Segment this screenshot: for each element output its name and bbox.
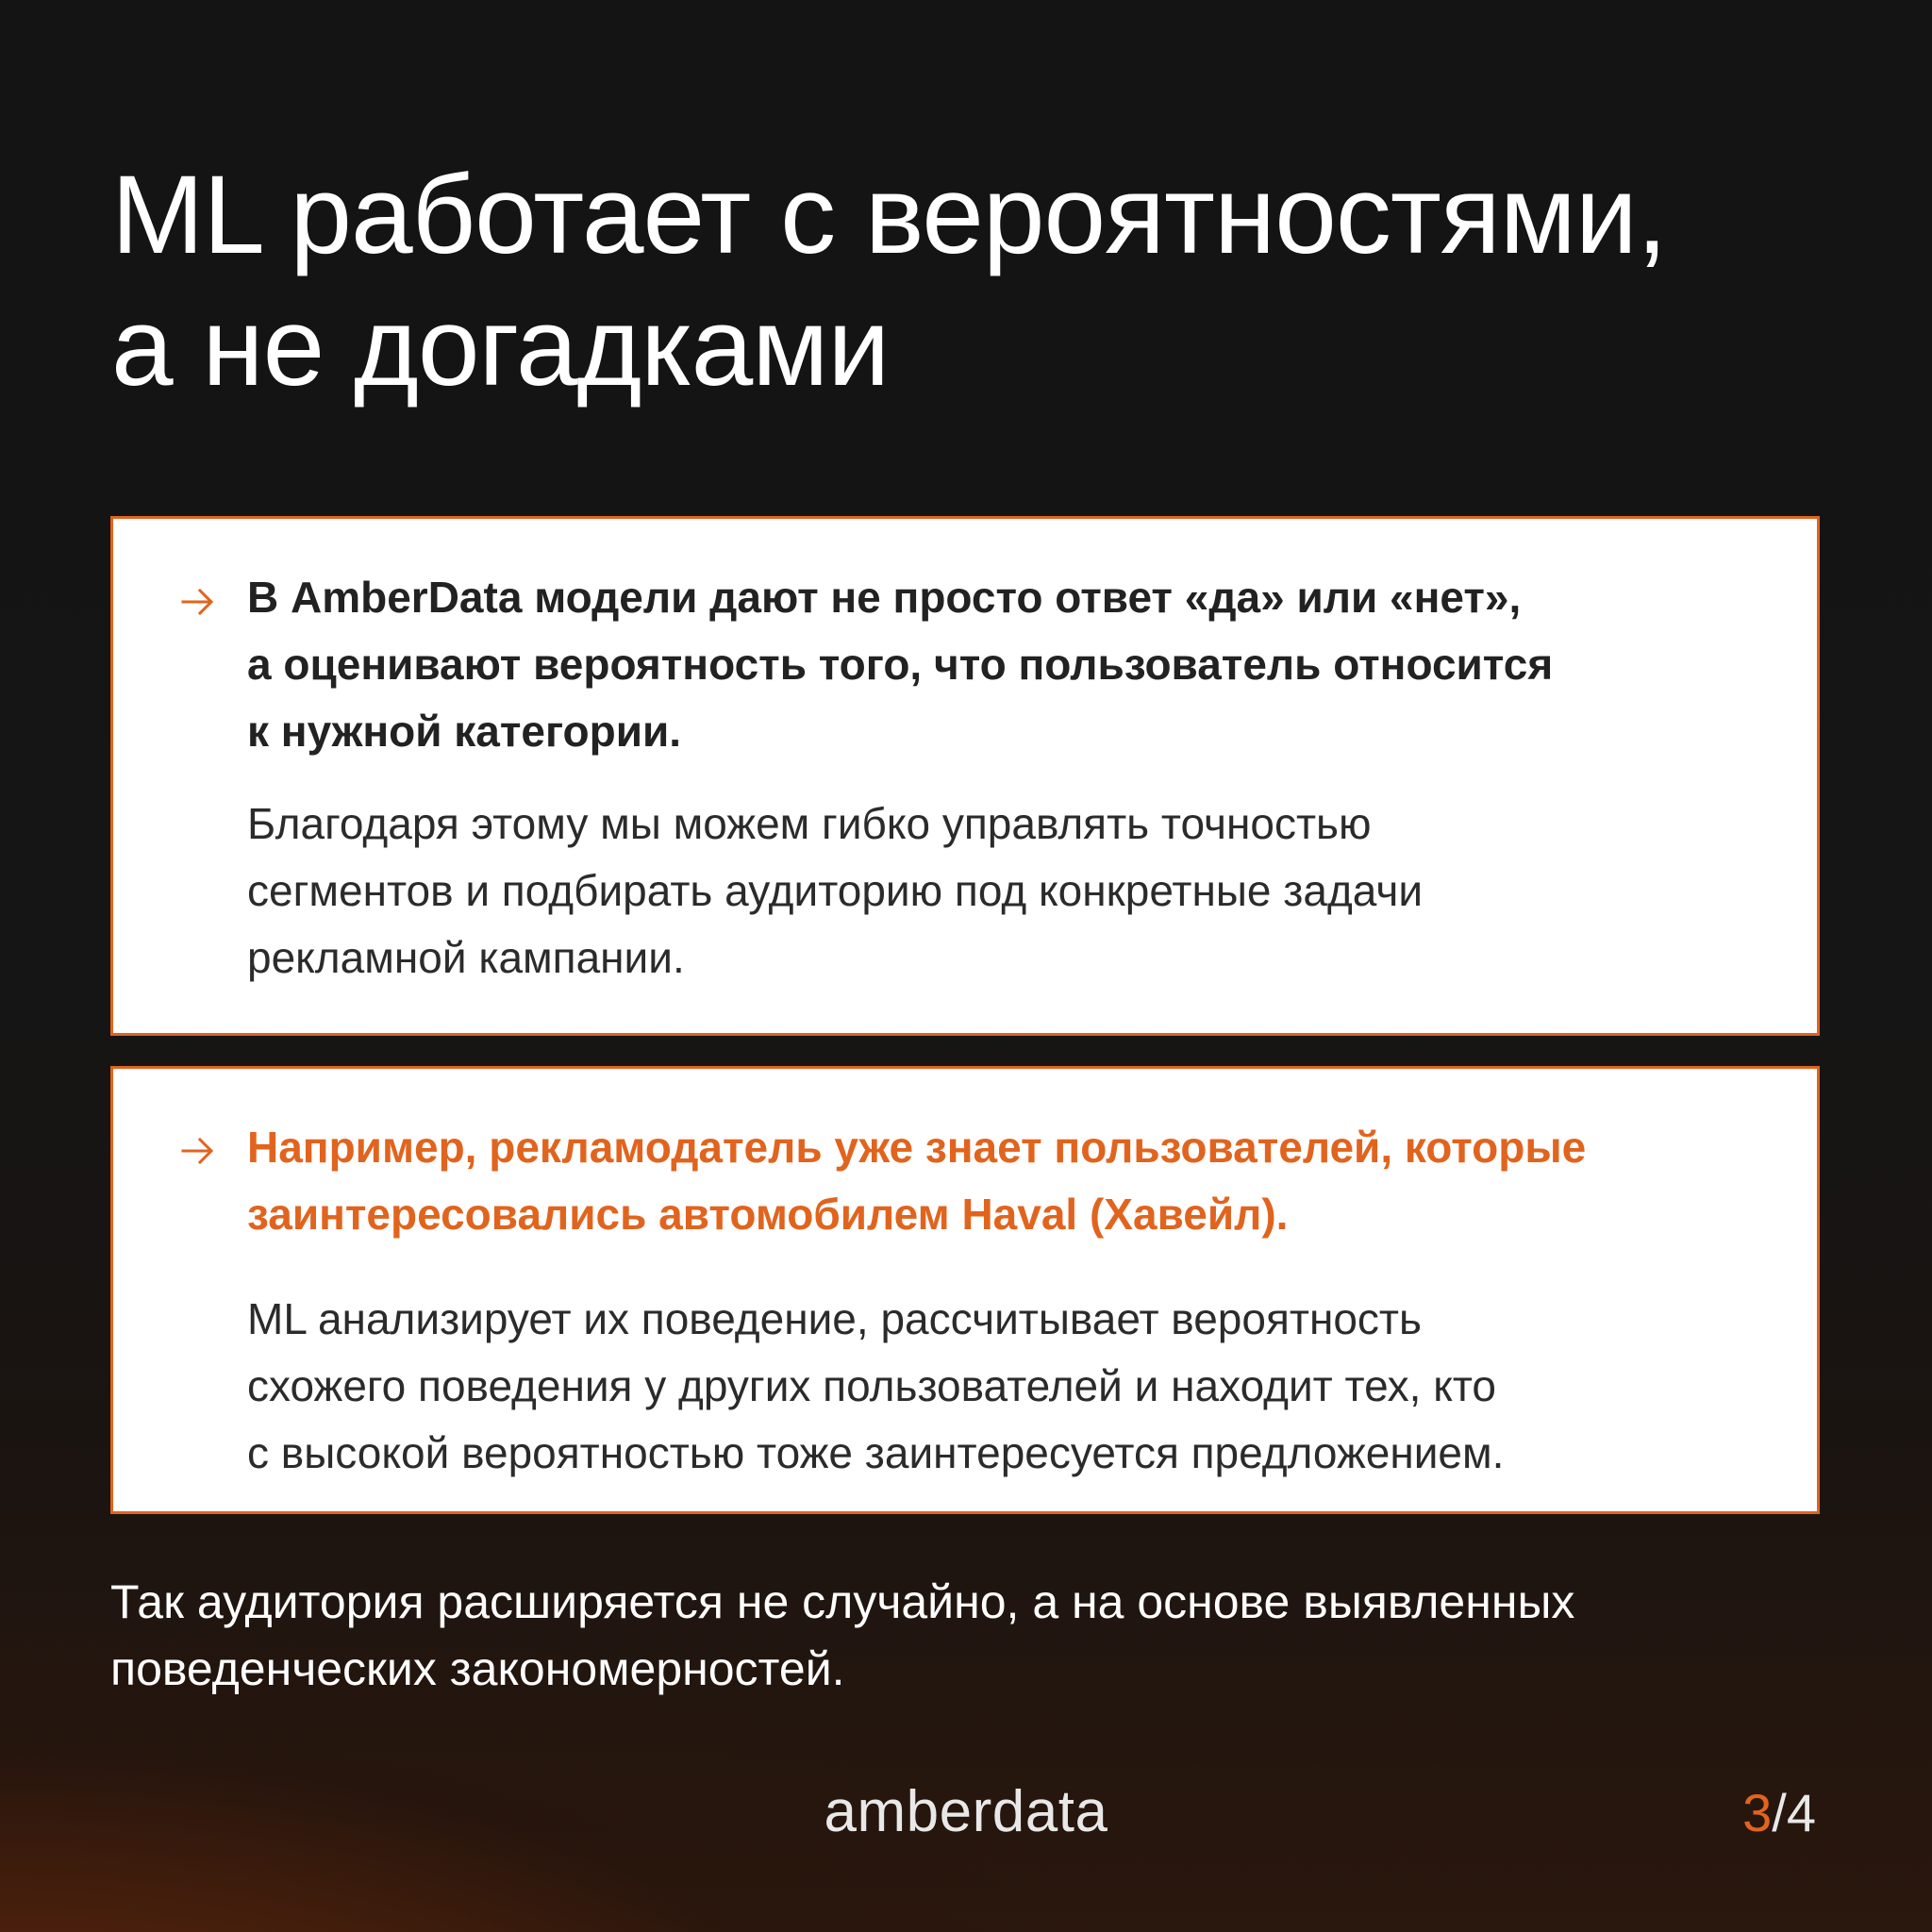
card-1-body-line-1: Благодаря этому мы можем гибко управлять точностью — [247, 799, 1372, 848]
arrow-right-icon — [177, 1130, 219, 1172]
card-2-body-line-2: схожего поведения у других пользователей и находит тех, кто — [247, 1361, 1496, 1410]
page-separator: / — [1772, 1783, 1787, 1842]
page-title — [111, 149, 1772, 413]
page-counter — [1742, 1780, 1816, 1846]
info-card-probabilities — [110, 516, 1820, 1036]
arrow-right-icon — [177, 581, 219, 623]
card-2-lead-line-2: заинтересовались автомобилем Haval (Хавейл). — [247, 1190, 1289, 1239]
card-1-body-line-3: рекламной кампании. — [247, 933, 685, 982]
brand-logo: amberdata — [824, 1779, 1108, 1844]
summary-line-2: поведенческих закономерностей. — [110, 1642, 845, 1695]
card-1-body-text — [247, 791, 1757, 991]
summary-line-1: Так аудитория расширяется не случайно, а на основе выявленных — [110, 1575, 1575, 1628]
title-line-1: ML работает с вероятностями, — [111, 153, 1667, 277]
card-1-body-line-2: сегментов и подбирать аудиторию под конкретные задачи — [247, 866, 1424, 915]
summary-text — [110, 1569, 1752, 1703]
card-2-lead-line-1: Например, рекламодатель уже знает пользователей, которые — [247, 1123, 1587, 1172]
card-2-lead-text — [247, 1114, 1757, 1248]
card-1-lead-line-2: а оценивают вероятность того, что пользователь относится — [247, 640, 1554, 689]
card-1-lead-line-3: к нужной категории. — [247, 707, 682, 756]
title-line-2: а не догадками — [111, 285, 890, 409]
card-2-body-text — [247, 1286, 1757, 1487]
card-2-body-line-3: с высокой вероятностью тоже заинтересуется предложением. — [247, 1428, 1505, 1477]
card-1-lead-text — [247, 564, 1757, 765]
card-1-lead-line-1: В AmberData модели дают не просто ответ «да» или «нет», — [247, 573, 1522, 622]
total-page-number: 4 — [1786, 1783, 1816, 1842]
info-card-example — [110, 1066, 1820, 1514]
current-page-number: 3 — [1742, 1783, 1773, 1842]
card-2-body-line-1: ML анализирует их поведение, рассчитывает вероятность — [247, 1294, 1422, 1343]
